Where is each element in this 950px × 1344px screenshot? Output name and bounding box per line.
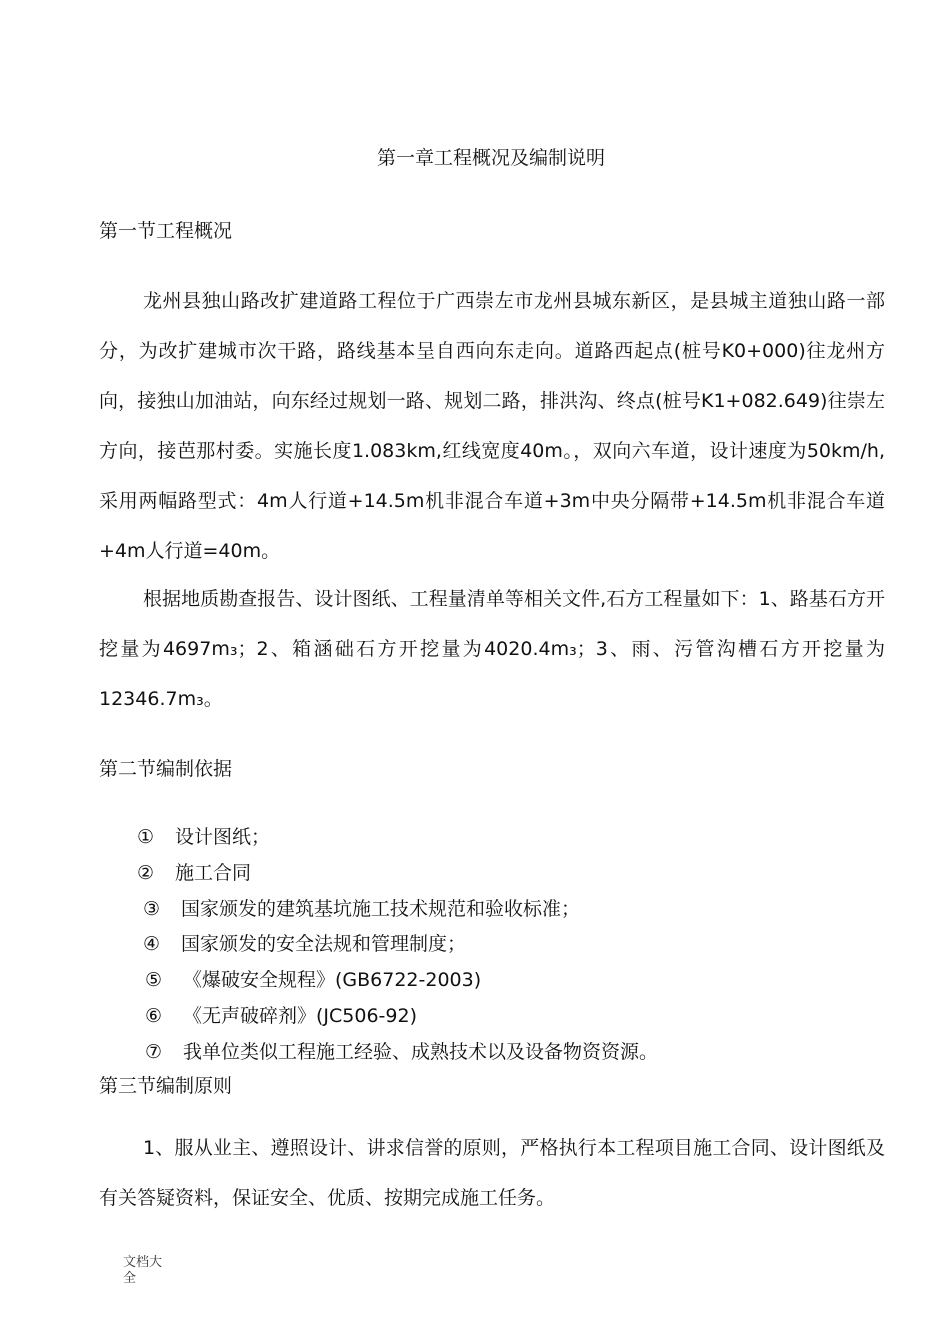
list-item-text: 设计图纸； (175, 826, 271, 848)
footer-line: 全 (123, 1271, 137, 1286)
list-item-number: ④ (143, 933, 161, 956)
list-item (137, 999, 658, 1035)
section-heading-overview: 第一节工程概况 (99, 220, 233, 242)
list-item (137, 927, 658, 963)
list-item-number: ⑤ (145, 969, 163, 992)
footer-watermark (123, 1255, 173, 1287)
list-item-number: ② (137, 861, 155, 884)
list-item-text: 《无声破碎剂》(JC506-92) (183, 1004, 417, 1027)
list-item-number: ⑦ (145, 1040, 163, 1063)
section-heading-basis: 第二节编制依据 (99, 758, 233, 780)
paragraph-principle-1: 1、服从业主、遵照设计、讲求信誉的原则，严格执行本工程项目施工合同、设计图纸及有关答疑资料，保证安全、优质、按期完成施工任务。 (99, 1137, 885, 1209)
list-item (137, 963, 658, 999)
section-heading-principles: 第三节编制原则 (99, 1075, 233, 1097)
list-item-number: ⑥ (145, 1004, 163, 1027)
list-item-text: 施工合同 (175, 861, 252, 884)
list-item-text: 《爆破安全规程》(GB6722-2003) (183, 969, 482, 992)
list-item (137, 1035, 658, 1071)
basis-list (137, 820, 658, 1071)
footer-line: 文档大 (123, 1255, 163, 1270)
paragraph-rock-quantities: 根据地质勘查报告、设计图纸、工程量清单等相关文件,石方工程量如下：1、路基石方开挖量为4697m₃；2、箱涵础石方开挖量为4020.4m₃；3、雨、污管沟槽石方开挖量为12346.7m₃。 (99, 588, 885, 710)
list-item (137, 856, 658, 892)
list-item-text: 国家颁发的建筑基坑施工技术规范和验收标准； (181, 897, 581, 920)
list-item-text: 我单位类似工程施工经验、成熟技术以及设备物资资源。 (183, 1040, 659, 1063)
list-item (137, 892, 658, 928)
list-item-text: 国家颁发的安全法规和管理制度； (181, 933, 467, 956)
chapter-title: 第一章工程概况及编制说明 (376, 147, 605, 169)
list-item (137, 820, 658, 856)
paragraph-project-overview: 龙州县独山路改扩建道路工程位于广西崇左市龙州县城东新区，是县城主道独山路一部分，为改扩建城市次干路，路线基本呈自西向东走向。道路西起点(桩号K0+000)往龙州方向，接独山加油站，向东经过规划一路、规划二路，排洪沟、终点(桩号K1+082.649)往崇左方向，接芭那村委。实施长度1.083km,红线宽度40m。，双向六车道，设计速度为50km/h,采用两幅路型式：4m人行道+14.5m机非混合车道+3m中央分隔带+14.5m机非混合车道+4m人行道=40m。 (99, 290, 885, 562)
list-item-number: ① (137, 826, 155, 848)
list-item-number: ③ (143, 897, 161, 920)
